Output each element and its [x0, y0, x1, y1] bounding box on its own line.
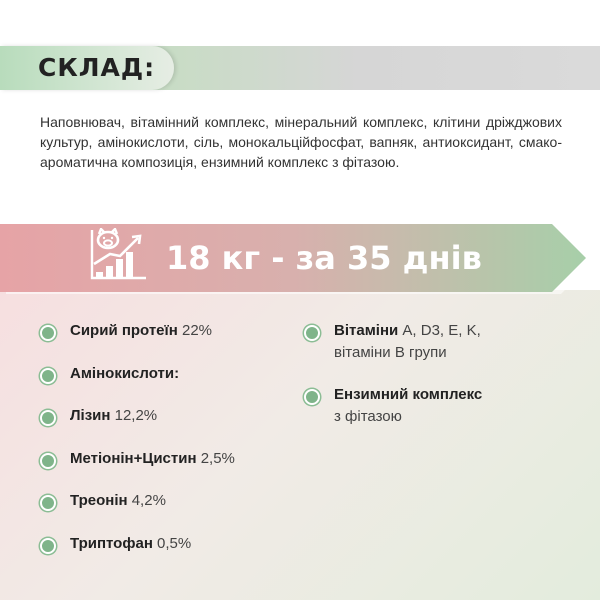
- nutrient-item: [40, 533, 300, 576]
- nutrient-name: Вітаміни: [334, 322, 399, 339]
- nutrients-left-list: [40, 320, 300, 575]
- nutrient-value: A, D3, E, K,: [402, 322, 481, 339]
- bullet-dot-icon: [40, 368, 56, 384]
- nutrient-value: 0,5%: [157, 534, 192, 552]
- nutrient-item: [40, 448, 300, 491]
- nutrient-name: Триптофан: [70, 534, 153, 552]
- nutrient-name: Сирий протеїн: [70, 322, 178, 339]
- nutrient-detail: вітаміни В групи: [334, 344, 447, 361]
- bullet-dot-icon: [40, 410, 56, 426]
- growth-chart-icon: [92, 230, 146, 278]
- nutrient-item: [304, 320, 574, 384]
- nutrient-name: Лізин: [70, 407, 111, 424]
- bullet-dot-icon: [304, 325, 320, 341]
- nutrient-name: Амінокислоти:: [70, 364, 180, 382]
- section-title: СКЛАД:: [38, 53, 156, 82]
- bullet-dot-icon: [40, 538, 56, 554]
- nutrient-value: 12,2%: [114, 407, 158, 424]
- nutrient-item: [40, 405, 300, 448]
- bullet-dot-icon: [40, 325, 56, 341]
- bullet-dot-icon: [304, 389, 320, 405]
- nutrient-name: Ензимний комплекс: [334, 386, 483, 403]
- nutrient-item: [40, 320, 300, 363]
- bullet-dot-icon: [40, 453, 56, 469]
- nutrients-right-list: [304, 320, 574, 448]
- pig-icon: [98, 229, 118, 248]
- nutrient-value: 22%: [181, 322, 213, 339]
- nutrient-item: [304, 384, 574, 448]
- composition-text: Наповнювач, вітамінний комплекс, мінеральний комплекс, клітини дріжджових культур, амінокислоти, сіль, монокальційфосфат, вапняк, антиоксидант, смако-ароматична композиція, ензимний комплекс з фітазою.: [40, 114, 562, 170]
- pig-growth-icon: [90, 228, 150, 280]
- nutrient-detail: з фітазою: [334, 408, 402, 425]
- nutrient-name: Метіонін+Цистин: [70, 449, 197, 467]
- nutrient-name: Треонін: [70, 492, 128, 509]
- bullet-dot-icon: [40, 495, 56, 511]
- nutrient-item: [40, 490, 300, 533]
- nutrient-value: 2,5%: [200, 449, 235, 467]
- nutrient-item: [40, 363, 300, 406]
- weight-gain-text: 18 кг - за 35 днів: [166, 239, 482, 277]
- nutrient-value: 4,2%: [131, 492, 166, 509]
